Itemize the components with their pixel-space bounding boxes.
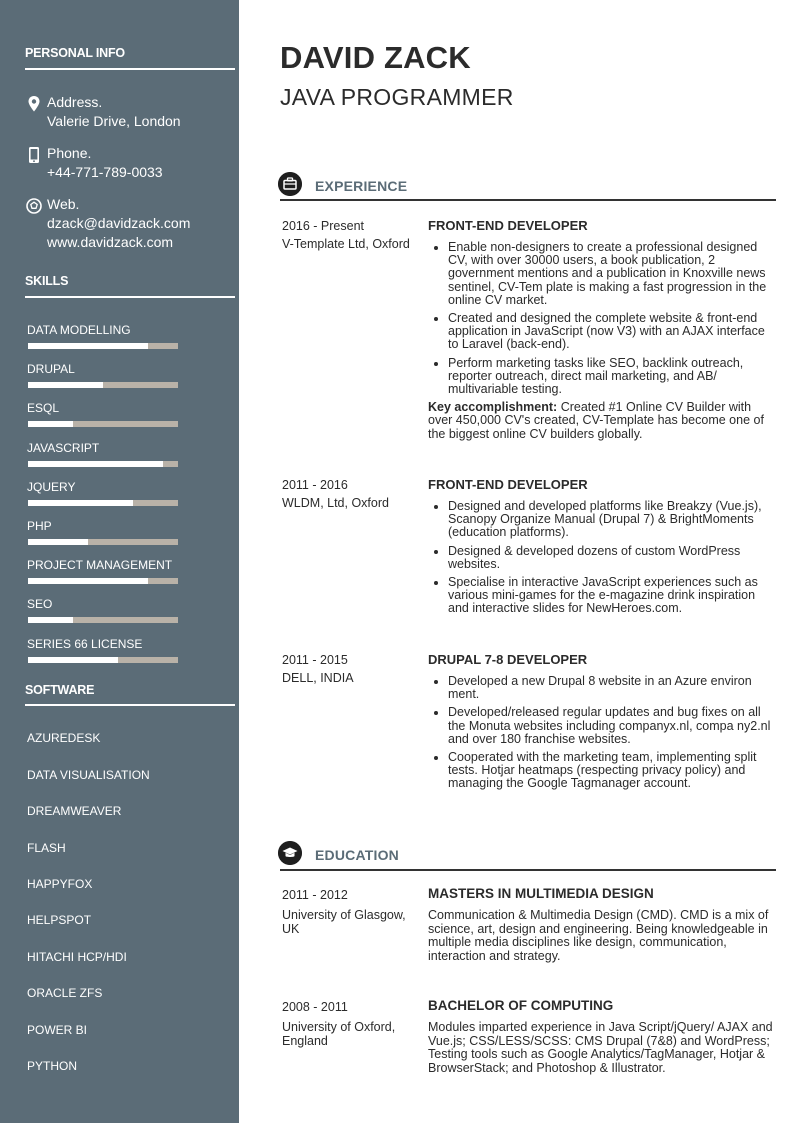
contact-phone-label: Phone.	[47, 145, 92, 161]
education-meta	[282, 886, 422, 936]
skill-item	[27, 597, 187, 611]
skill-item	[27, 480, 187, 494]
job-entry	[428, 218, 773, 441]
skill-bar-track	[28, 617, 178, 623]
skills-heading: SKILLS	[25, 274, 69, 288]
skill-bar-fill	[28, 539, 88, 545]
education-heading: EDUCATION	[315, 847, 399, 863]
skill-bar-fill	[28, 578, 148, 584]
job-dates: 2011 - 2015	[282, 653, 348, 667]
contact-website[interactable]: www.davidzack.com	[47, 234, 174, 250]
contact-phone-value: +44-771-789-0033	[47, 164, 163, 180]
skill-bar-fill	[28, 421, 73, 427]
education-description: Modules imparted experience in Java Script/jQuery/ AJAX and Vue.js; CSS/LESS/SCSS: CMS Drupal (7&8) and WordPress; Testing tools such as Google Analytics/TagManager, Hotjar & BrowserStack; and Photoshop & Illustrator.	[428, 1020, 773, 1075]
skill-item	[27, 558, 187, 572]
skill-bar-track	[28, 421, 178, 427]
job-bullet: • Perform marketing tasks like SEO, backlink outreach, reporter outreach, direct mail marketing, and AB/ multivariable testing.	[448, 357, 773, 397]
software-divider	[25, 704, 235, 706]
skill-name: ESQL	[27, 401, 60, 415]
education-meta	[282, 998, 422, 1048]
job-meta	[282, 476, 422, 512]
skill-item	[27, 401, 187, 415]
job-dates: 2011 - 2016	[282, 478, 348, 492]
job-company: WLDM, Ltd, Oxford	[282, 496, 389, 510]
skill-bar-fill	[28, 500, 133, 506]
job-bullets	[428, 675, 773, 791]
skill-bar-track	[28, 343, 178, 349]
phone-icon	[26, 146, 42, 164]
job-bullets	[428, 241, 773, 396]
education-dates: 2011 - 2012	[282, 888, 348, 902]
experience-heading: EXPERIENCE	[315, 178, 408, 194]
skill-bar-track	[28, 382, 178, 388]
job-title: FRONT-END DEVELOPER	[428, 218, 588, 233]
job-bullets	[428, 500, 773, 616]
personal-info-divider	[25, 68, 235, 70]
education-school: University of Oxford, England	[282, 1020, 396, 1048]
candidate-title: JAVA PROGRAMMER	[280, 84, 514, 110]
skill-name: PROJECT MANAGEMENT	[27, 558, 173, 572]
job-bullet: • Developed a new Drupal 8 website in an Azure environ ment.	[448, 675, 773, 701]
skill-name: JQUERY	[27, 480, 76, 494]
skill-bar-track	[28, 461, 178, 467]
education-entry	[428, 998, 773, 1075]
software-item: FLASH	[27, 841, 66, 855]
education-description: Communication & Multimedia Design (CMD). CMD is a mix of science, art, design and engineering. Being knowledgeable in multiple media disciplines like design, communication, interaction and strategy.	[428, 908, 769, 963]
education-entry	[428, 886, 773, 963]
skill-name: DRUPAL	[27, 362, 75, 376]
globe-icon	[26, 197, 42, 215]
skill-bar-fill	[28, 657, 118, 663]
software-item: DATA VISUALISATION	[27, 768, 150, 782]
job-title: FRONT-END DEVELOPER	[428, 477, 588, 492]
job-bullet: • Created and designed the complete website & front-end application in JavaScript (now V3) with an AJAX interface to Laravel (back-end).	[448, 312, 773, 352]
key-accomplishment-text: Created #1 Online CV Builder with over 450,000 CV's created, CV-Template has become one of the biggest online CV builders globally.	[428, 400, 764, 441]
job-title: DRUPAL 7-8 DEVELOPER	[428, 652, 588, 667]
skill-name: SEO	[27, 597, 53, 611]
job-bullet: • Designed and developed platforms like Breakzy (Vue.js), Scanopy Organize Manual (Drupal 7) & BrightMoments (education platforms).	[448, 500, 773, 540]
contact-email[interactable]: dzack@davidzack.com	[47, 215, 191, 231]
key-accomplishment	[428, 401, 773, 441]
software-item: POWER BI	[27, 1023, 88, 1037]
contact-address-value: Valerie Drive, London	[47, 113, 181, 129]
skill-bar-fill	[28, 343, 148, 349]
software-item: HAPPYFOX	[27, 877, 93, 891]
software-item: AZUREDESK	[27, 731, 101, 745]
education-divider	[280, 869, 776, 871]
skill-bar-track	[28, 657, 178, 663]
contact-address-label: Address.	[47, 94, 103, 110]
education-degree: MASTERS IN MULTIMEDIA DESIGN	[428, 886, 654, 901]
job-meta	[282, 217, 422, 253]
sidebar	[0, 0, 239, 1123]
skill-name: DATA MODELLING	[27, 323, 131, 337]
skill-name: SERIES 66 LICENSE	[27, 637, 143, 651]
job-bullet: • Specialise in interactive JavaScript experiences such as various mini-games for the e-magazine drink inspiration and interactive slides for NewHeroes.com.	[448, 576, 773, 616]
graduation-cap-icon	[278, 841, 302, 865]
software-item: ORACLE ZFS	[27, 986, 103, 1000]
experience-divider	[280, 199, 776, 201]
candidate-name: DAVID ZACK	[280, 40, 471, 75]
job-bullet: • Enable non-designers to create a professional designed CV, with over 30000 users, a book publication, 2 government mentions and a publication in Knoxville news sentinel, CV-Tem plate is making a fast progression in the online CV market.	[448, 241, 773, 307]
job-company: V-Template Ltd, Oxford	[282, 237, 410, 251]
personal-info-heading: PERSONAL INFO	[25, 46, 125, 60]
skill-item	[27, 441, 187, 455]
job-bullet: • Developed/released regular updates and bug fixes on all the Monuta websites including companyx.nl, compa ny2.nl and over 180 franchise websites.	[448, 706, 773, 746]
job-entry	[428, 652, 773, 796]
skill-bar-fill	[28, 382, 103, 388]
skill-item	[27, 519, 187, 533]
software-item: HITACHI HCP/HDI	[27, 950, 127, 964]
skill-bar-fill	[28, 617, 73, 623]
job-company: DELL, INDIA	[282, 671, 354, 685]
contact-web-label: Web.	[47, 196, 80, 212]
software-item: DREAMWEAVER	[27, 804, 122, 818]
skill-bar-track	[28, 539, 178, 545]
job-bullet: • Designed & developed dozens of custom WordPress websites.	[448, 545, 773, 571]
education-degree: BACHELOR OF COMPUTING	[428, 998, 614, 1013]
skill-bar-fill	[28, 461, 163, 467]
job-dates: 2016 - Present	[282, 219, 364, 233]
skills-divider	[25, 296, 235, 298]
skill-name: PHP	[27, 519, 52, 533]
education-dates: 2008 - 2011	[282, 1000, 348, 1014]
job-bullet: • Cooperated with the marketing team, implementing split tests. Hotjar heatmaps (respecting privacy policy) and managing the Google Tagmanager account.	[448, 751, 773, 791]
job-entry	[428, 477, 773, 621]
education-school: University of Glasgow, UK	[282, 908, 406, 936]
software-item: HELPSPOT	[27, 913, 92, 927]
job-meta	[282, 651, 422, 687]
skill-bar-track	[28, 500, 178, 506]
skill-item	[27, 323, 187, 337]
location-pin-icon	[26, 95, 42, 113]
skill-bar-track	[28, 578, 178, 584]
skill-item	[27, 637, 187, 651]
briefcase-icon	[278, 172, 302, 196]
software-heading: SOFTWARE	[25, 683, 95, 697]
software-item: PYTHON	[27, 1059, 78, 1073]
skill-name: JAVASCRIPT	[27, 441, 100, 455]
skill-item	[27, 362, 187, 376]
key-accomplishment-label: Key accomplishment:	[428, 400, 558, 415]
